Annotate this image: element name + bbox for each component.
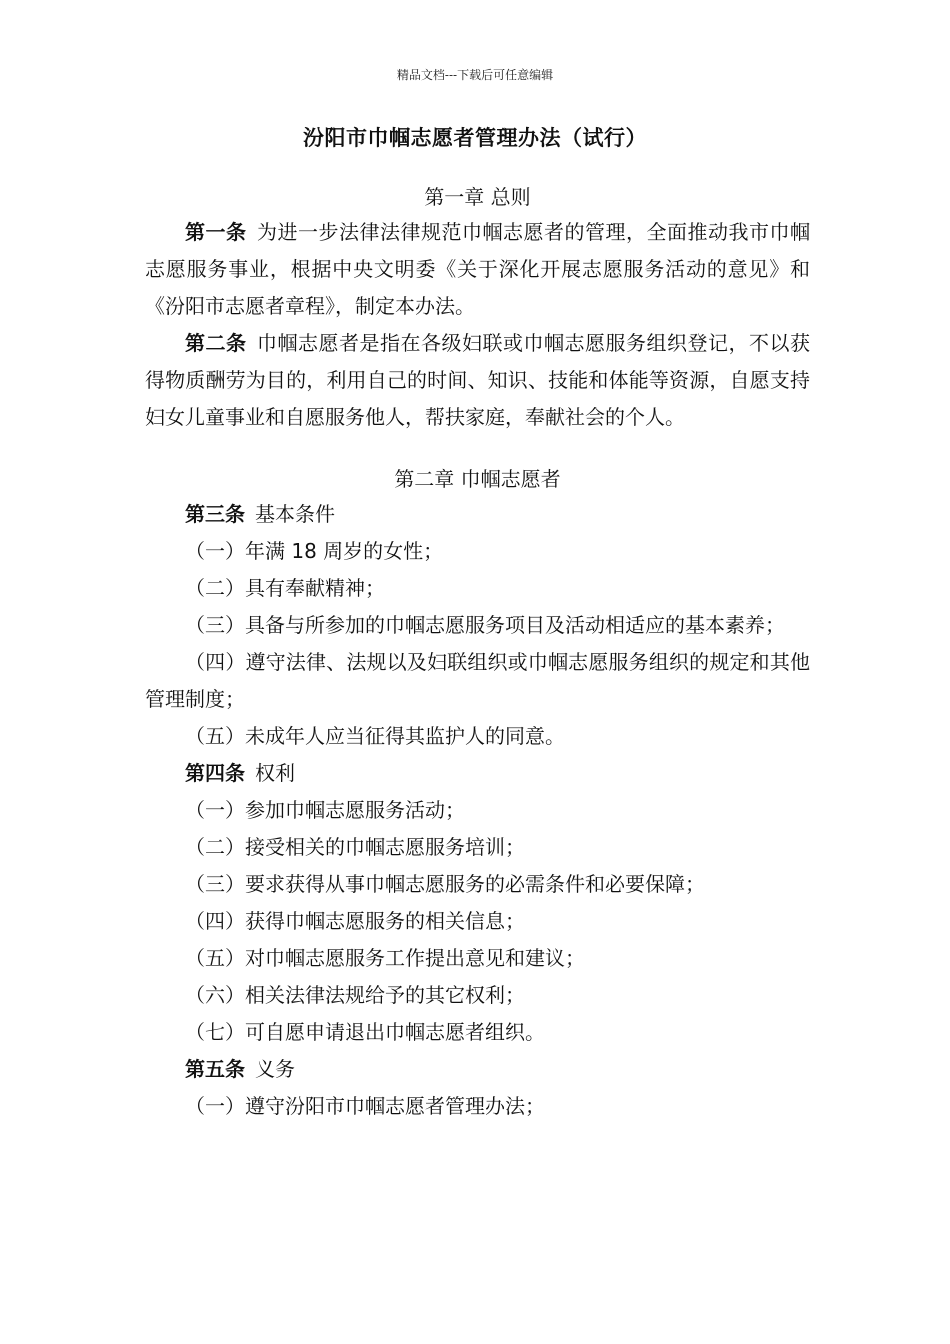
- list-item: （六）相关法律法规给予的其它权利；: [185, 983, 525, 1007]
- list-item: （一）遵守汾阳市巾帼志愿者管理办法；: [185, 1094, 545, 1118]
- list-item: （五）对巾帼志愿服务工作提出意见和建议；: [185, 946, 585, 970]
- list-item: （四）遵守法律、法规以及妇联组织或巾帼志愿服务组织的规定和其他管理制度；: [145, 650, 810, 711]
- chapter-1-heading: 第一章 总则: [424, 185, 531, 209]
- list-item: （三）具备与所参加的巾帼志愿服务项目及活动相适应的基本素养；: [185, 613, 785, 637]
- article-3: [145, 496, 810, 533]
- article-4-label: 第四条: [185, 761, 245, 785]
- list-item: （三）要求获得从事巾帼志愿服务的必需条件和必要保障；: [185, 872, 705, 896]
- article-5-text: 义务: [255, 1057, 295, 1081]
- page-header-note: 精品文档---下载后可任意编辑: [396, 68, 554, 82]
- article-1-text: 为进一步法律法律规范巾帼志愿者的管理，全面推动我市巾帼志愿服务事业，根据中央文明委《关于深化开展志愿服务活动的意见》和《汾阳市志愿者章程》，制定本办法。: [145, 220, 810, 318]
- document-title: 汾阳市巾帼志愿者管理办法（试行）: [303, 126, 647, 150]
- list-item: （一）年满 18 周岁的女性；: [185, 539, 444, 563]
- chapter-2-heading: 第二章 巾帼志愿者: [394, 467, 561, 491]
- article-3-label: 第三条: [185, 502, 245, 526]
- list-item: （五）未成年人应当征得其监护人的同意。: [185, 724, 565, 748]
- article-3-text: 基本条件: [255, 502, 335, 526]
- article-2-label: 第二条: [185, 331, 247, 355]
- list-item: （四）获得巾帼志愿服务的相关信息；: [185, 909, 525, 933]
- article-5-label: 第五条: [185, 1057, 245, 1081]
- article-2: [145, 325, 810, 436]
- article-2-text: 巾帼志愿者是指在各级妇联或巾帼志愿服务组织登记，不以获得物质酬劳为目的，利用自己的时间、知识、技能和体能等资源，自愿支持妇女儿童事业和自愿服务他人，帮扶家庭，奉献社会的个人。: [145, 331, 810, 429]
- list-item: （七）可自愿申请退出巾帼志愿者组织。: [185, 1020, 545, 1044]
- list-item: （二）具有奉献精神；: [185, 576, 385, 600]
- document-body: [145, 180, 810, 1125]
- article-4: [145, 755, 810, 792]
- article-1: [145, 214, 810, 325]
- list-item: （一）参加巾帼志愿服务活动；: [185, 798, 465, 822]
- list-item: （二）接受相关的巾帼志愿服务培训；: [185, 835, 525, 859]
- article-1-label: 第一条: [185, 220, 247, 244]
- article-5: [145, 1051, 810, 1088]
- article-4-text: 权利: [255, 761, 295, 785]
